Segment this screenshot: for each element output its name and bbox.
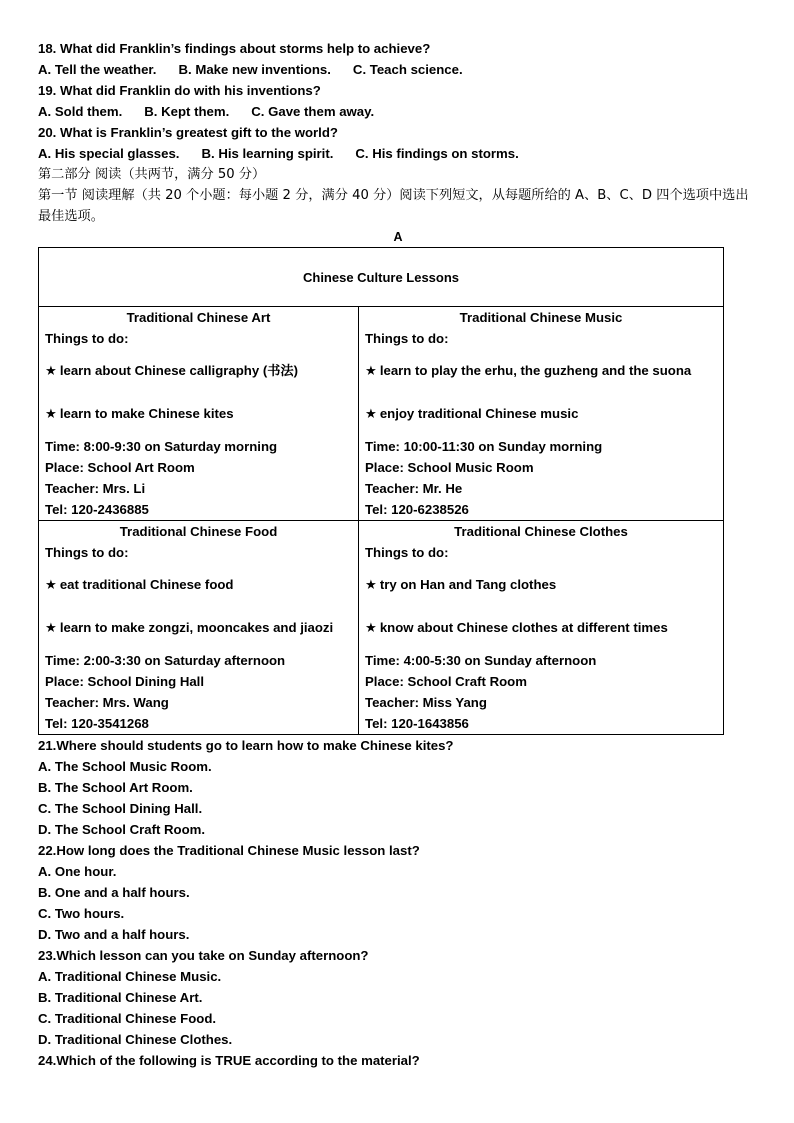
star-icon: ★: [365, 578, 377, 593]
lesson-tel: Tel: 120-3541268: [45, 716, 149, 731]
option-a: A. Tell the weather.: [38, 62, 157, 77]
question-19-options: [38, 101, 758, 122]
option-b: B. Traditional Chinese Art.: [38, 990, 203, 1005]
option-d: D. Traditional Chinese Clothes.: [38, 1032, 233, 1047]
question-23: 23.Which lesson can you take on Sunday afternoon?: [38, 948, 369, 963]
star-icon: ★: [45, 364, 57, 379]
lesson-tel: Tel: 120-2436885: [45, 502, 149, 517]
lesson-cell-food: [39, 521, 359, 735]
question-20-options: [38, 143, 758, 164]
lesson-cell-clothes: [359, 521, 724, 735]
part-title: 第二部分 阅读（共两节，满分 50 分）: [38, 167, 266, 182]
lesson-teacher: Teacher: Miss Yang: [365, 695, 487, 710]
option-c: C. Teach science.: [352, 62, 463, 77]
question-22: 22.How long does the Traditional Chinese Music lesson last?: [38, 843, 420, 858]
table-title: Chinese Culture Lessons: [39, 248, 724, 307]
activity-item: ★ know about Chinese clothes at different times: [365, 620, 668, 636]
activity-item: ★ learn about Chinese calligraphy (书法): [45, 363, 298, 379]
lesson-name: Traditional Chinese Clothes: [454, 524, 628, 539]
option-d: D. The School Craft Room.: [38, 822, 206, 837]
lesson-place: Place: School Craft Room: [365, 674, 527, 689]
option-a: A. The School Music Room.: [38, 759, 212, 774]
lesson-name: Traditional Chinese Art: [126, 310, 271, 325]
question-18: 18. What did Franklin’s findings about storms help to achieve?: [38, 41, 431, 56]
lesson-time: Time: 2:00-3:30 on Saturday afternoon: [45, 653, 286, 668]
option-a: A. Sold them.: [38, 104, 123, 119]
option-a: A. One hour.: [38, 864, 117, 879]
star-icon: ★: [365, 407, 377, 422]
option-b: B. Make new inventions.: [178, 62, 331, 77]
lesson-cell-music: [359, 307, 724, 521]
things-label: Things to do:: [365, 331, 449, 346]
activity-item: ★ learn to make zongzi, mooncakes and jiaozi: [45, 620, 334, 636]
things-label: Things to do:: [45, 545, 129, 560]
option-a: A. His special glasses.: [38, 146, 180, 161]
option-c: C. The School Dining Hall.: [38, 801, 203, 816]
option-c: C. Two hours.: [38, 906, 125, 921]
activity-item: ★ learn to play the erhu, the guzheng and the suona: [365, 363, 692, 379]
things-label: Things to do:: [365, 545, 449, 560]
option-d: D. Two and a half hours.: [38, 927, 190, 942]
question-18-options: [38, 59, 758, 80]
lesson-name: Traditional Chinese Music: [459, 310, 623, 325]
lesson-place: Place: School Art Room: [45, 460, 195, 475]
option-b: B. Kept them.: [144, 104, 230, 119]
lesson-teacher: Teacher: Mr. He: [365, 481, 463, 496]
lesson-teacher: Teacher: Mrs. Li: [45, 481, 146, 496]
question-19: 19. What did Franklin do with his inventions?: [38, 83, 321, 98]
question-21: 21.Where should students go to learn how to make Chinese kites?: [38, 738, 454, 753]
star-icon: ★: [45, 407, 57, 422]
option-c: C. His findings on storms.: [355, 146, 519, 161]
star-icon: ★: [45, 578, 57, 593]
lesson-time: Time: 4:00-5:30 on Sunday afternoon: [365, 653, 597, 668]
lesson-tel: Tel: 120-6238526: [365, 502, 469, 517]
option-c: C. Traditional Chinese Food.: [38, 1011, 217, 1026]
passage-label: A: [393, 230, 403, 244]
question-20: 20. What is Franklin’s greatest gift to the world?: [38, 125, 338, 140]
lessons-table: [38, 247, 724, 735]
activity-item: ★ learn to make Chinese kites: [45, 406, 234, 422]
activity-item: ★ try on Han and Tang clothes: [365, 577, 557, 593]
star-icon: ★: [365, 621, 377, 636]
lesson-name: Traditional Chinese Food: [119, 524, 278, 539]
activity-item: ★ enjoy traditional Chinese music: [365, 406, 579, 422]
activity-item: ★ eat traditional Chinese food: [45, 577, 234, 593]
question-24: 24.Which of the following is TRUE according to the material?: [38, 1053, 420, 1068]
option-c: C. Gave them away.: [251, 104, 375, 119]
lesson-teacher: Teacher: Mrs. Wang: [45, 695, 169, 710]
option-b: B. The School Art Room.: [38, 780, 193, 795]
lesson-time: Time: 10:00-11:30 on Sunday morning: [365, 439, 603, 454]
exam-page: [38, 38, 758, 1071]
option-b: B. His learning spirit.: [201, 146, 334, 161]
things-label: Things to do:: [45, 331, 129, 346]
star-icon: ★: [365, 364, 377, 379]
option-a: A. Traditional Chinese Music.: [38, 969, 222, 984]
lesson-place: Place: School Music Room: [365, 460, 534, 475]
lesson-time: Time: 8:00-9:30 on Saturday morning: [45, 439, 278, 454]
option-b: B. One and a half hours.: [38, 885, 190, 900]
lesson-place: Place: School Dining Hall: [45, 674, 205, 689]
lesson-tel: Tel: 120-1643856: [365, 716, 469, 731]
subsection-instructions: 第一节 阅读理解（共 20 个小题：每小题 2 分，满分 40 分）阅读下列短文，从每题所给的 A、B、C、D 四个选项中选出最佳选项。: [38, 188, 749, 224]
star-icon: ★: [45, 621, 57, 636]
lesson-cell-art: [39, 307, 359, 521]
